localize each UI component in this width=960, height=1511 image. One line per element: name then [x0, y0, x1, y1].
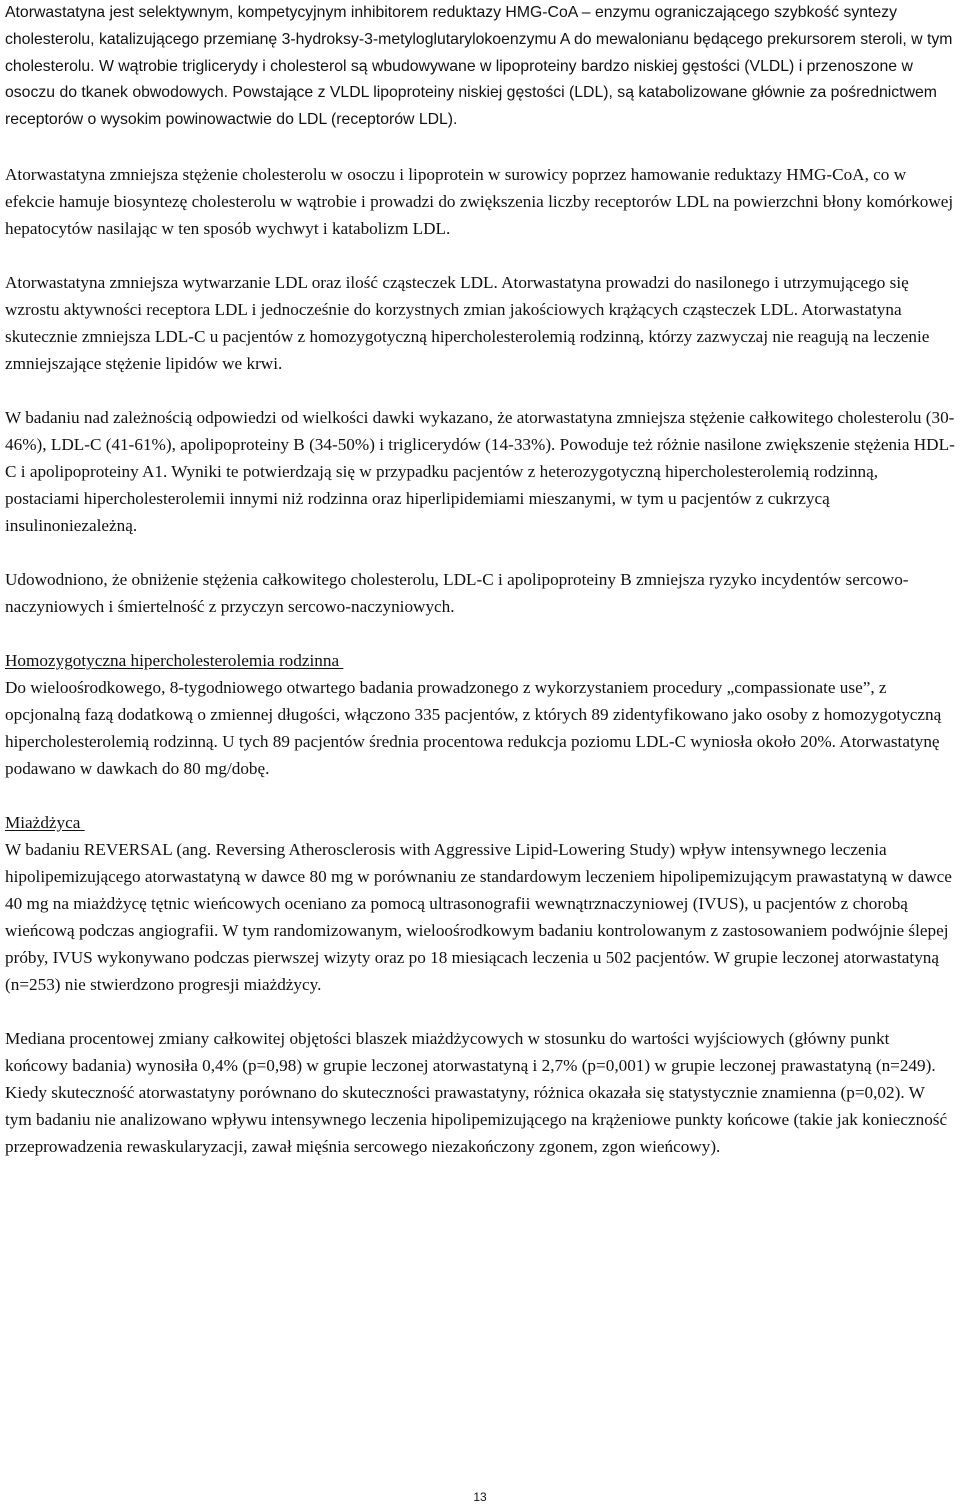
section-body-homozygous-fh: Do wieloośrodkowego, 8-tygodniowego otwartego badania prowadzonego z wykorzystaniem procedury „compassionate use”, z opcjonalną fazą dodatkową o zmiennej długości, włączono 335 pacjentów, z których 89 zidentyfikowano jako osoby z homozygotyczną hipercholesterolemią rodzinną. U tych 89 pacjentów średnia procentowa redukcja poziomu LDL-C wyniosła około 20%. Atorwastatynę podawano w dawkach do 80 mg/dobę.: [5, 677, 942, 778]
section-atherosclerosis: [5, 809, 955, 998]
paragraph-mechanism: Atorwastatyna jest selektywnym, kompetycyjnym inhibitorem reduktazy HMG-CoA – enzymu ograniczającego szybkość syntezy cholesterolu, katalizującego przemianę 3-hydroksy-3-metyloglutarylokoenzymu A do mewalonianu będącego prekursorem steroli, w tym cholesterolu. W wątrobie triglicerydy i cholesterol są wbudowywane w lipoproteiny bardzo niskiej gęstości (VLDL) i przenoszone w osoczu do tkanek obwodowych. Powstające z VLDL lipoproteiny niskiej gęstości (LDL), są katabolizowane głównie za pośrednictwem receptorów o wysokim powinowactwie do LDL (receptorów LDL).: [5, 4, 953, 129]
paragraph-plaque-volume: Mediana procentowej zmiany całkowitej objętości blaszek miażdżycowych w stosunku do wartości wyjściowych (główny punkt końcowy badania) wynosiła 0,4% (p=0,98) w grupie leczonej atorwastatyną i 2,7% (p=0,001) w grupie leczonej prawastatyną (n=249). Kiedy skuteczność atorwastatyny porównano do skuteczności prawastatyny, różnica okazała się statystycznie znamienna (p=0,02). W tym badaniu nie analizowano wpływu intensywnego leczenia hipolipemizującego na krążeniowe punkty końcowe (takie jak konieczność przeprowadzenia rewaskularyzacji, zawał mięśnia sercowego niezakończony zgonem, zgon wieńcowy).: [5, 1028, 948, 1156]
paragraph-ldl-production: Atorwastatyna zmniejsza wytwarzanie LDL oraz ilość cząsteczek LDL. Atorwastatyna prowadzi do nasilonego i utrzymującego się wzrostu aktywności receptora LDL i jednocześnie do korzystnych zmian jakościowych krążących cząsteczek LDL. Atorwastatyna skutecznie zmniejsza LDL-C u pacjentów z homozygotyczną hipercholesterolemią rodzinną, którzy zazwyczaj nie reagują na leczenie zmniejszające stężenie lipidów we krwi.: [5, 272, 930, 373]
section-homozygous-fh: [5, 647, 955, 782]
section-body-atherosclerosis: W badaniu REVERSAL (ang. Reversing Atherosclerosis with Aggressive Lipid-Lowering Study) wpływ intensywnego leczenia hipolipemizującego atorwastatyną w dawce 80 mg w porównaniu ze standardowym leczeniem hipolipemizującym prawastatyną w dawce 40 mg na miażdżycę tętnic wieńcowych oceniano za pomocą ultrasonografii wewnątrznaczyniowej (IVUS), u pacjentów z chorobą wieńcową podczas angiografii. W tym randomizowanym, wieloośrodkowym badaniu kontrolowanym z zastosowaniem podwójnie ślepej próby, IVUS wykonywano podczas pierwszej wizyty oraz po 18 miesiącach leczenia u 502 pacjentów. W grupie leczonej atorwastatyną (n=253) nie stwierdzono progresji miażdżycy.: [5, 839, 952, 994]
paragraph-cardiovascular-risk: Udowodniono, że obniżenie stężenia całkowitego cholesterolu, LDL-C i apolipoproteiny B zmniejsza ryzyko incydentów sercowo-naczyniowych i śmiertelność z przyczyn sercowo-naczyniowych.: [5, 569, 909, 616]
paragraph-dose-response: W badaniu nad zależnością odpowiedzi od wielkości dawki wykazano, że atorwastatyna zmniejsza stężenie całkowitego cholesterolu (30-46%), LDL-C (41-61%), apolipoproteiny B (34-50%) i triglicerydów (14-33%). Powoduje też różnie nasilone zwiększenie stężenia HDL-C i apolipoproteiny A1. Wyniki te potwierdzają się w przypadku pacjentów z heterozygotyczną hipercholesterolemią rodzinną, postaciami hipercholesterolemii innymi niż rodzinna oraz hiperlipidemiami mieszanymi, w tym u pacjentów z cukrzycą insulinoniezależną.: [5, 407, 955, 535]
section-heading-atherosclerosis: Miażdżyca: [5, 812, 81, 832]
section-heading-homozygous-fh: Homozygotyczna hipercholesterolemia rodzinna: [5, 650, 340, 670]
paragraph-cholesterol-reduction: Atorwastatyna zmniejsza stężenie cholesterolu w osoczu i lipoprotein w surowicy poprzez hamowanie reduktazy HMG-CoA, co w efekcie hamuje biosyntezę cholesterolu w wątrobie i prowadzi do zwiększenia liczby receptorów LDL na powierzchni błony komórkowej hepatocytów nasilając w ten sposób wychwyt i katabolizm LDL.: [5, 164, 954, 238]
document-body: [5, 0, 955, 1160]
page-number: 13: [473, 1490, 487, 1504]
